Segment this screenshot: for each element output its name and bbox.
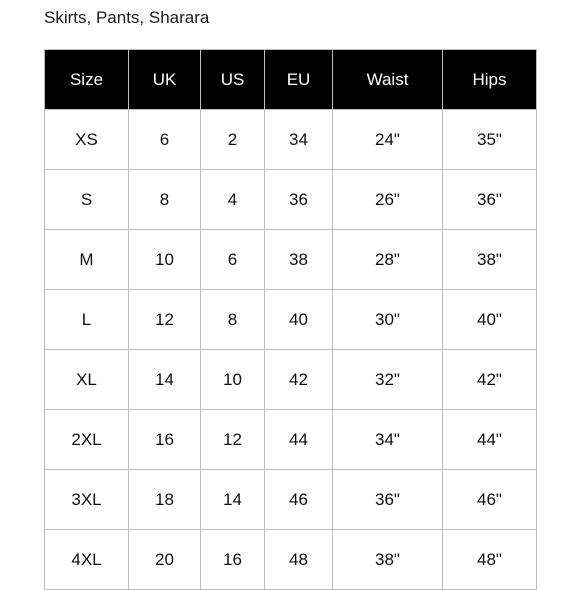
cell-waist: 34" bbox=[333, 410, 443, 470]
cell-waist: 26" bbox=[333, 170, 443, 230]
cell-size: XS bbox=[45, 110, 129, 170]
cell-us: 2 bbox=[201, 110, 265, 170]
cell-eu: 48 bbox=[265, 530, 333, 590]
header-size: Size bbox=[45, 50, 129, 110]
header-us: US bbox=[201, 50, 265, 110]
cell-hips: 46" bbox=[443, 470, 537, 530]
cell-hips: 35" bbox=[443, 110, 537, 170]
cell-size: S bbox=[45, 170, 129, 230]
cell-size: 4XL bbox=[45, 530, 129, 590]
cell-size: M bbox=[45, 230, 129, 290]
cell-uk: 8 bbox=[129, 170, 201, 230]
table-row bbox=[45, 410, 537, 470]
cell-waist: 24" bbox=[333, 110, 443, 170]
cell-waist: 28" bbox=[333, 230, 443, 290]
table-row bbox=[45, 350, 537, 410]
cell-size: 3XL bbox=[45, 470, 129, 530]
cell-eu: 42 bbox=[265, 350, 333, 410]
cell-hips: 40" bbox=[443, 290, 537, 350]
table-row bbox=[45, 170, 537, 230]
header-hips: Hips bbox=[443, 50, 537, 110]
cell-us: 10 bbox=[201, 350, 265, 410]
cell-eu: 44 bbox=[265, 410, 333, 470]
cell-uk: 18 bbox=[129, 470, 201, 530]
cell-eu: 36 bbox=[265, 170, 333, 230]
cell-us: 6 bbox=[201, 230, 265, 290]
cell-uk: 16 bbox=[129, 410, 201, 470]
header-waist: Waist bbox=[333, 50, 443, 110]
cell-hips: 36" bbox=[443, 170, 537, 230]
cell-uk: 14 bbox=[129, 350, 201, 410]
cell-hips: 42" bbox=[443, 350, 537, 410]
table-row bbox=[45, 110, 537, 170]
header-uk: UK bbox=[129, 50, 201, 110]
table-row bbox=[45, 530, 537, 590]
page-title: Skirts, Pants, Sharara bbox=[44, 8, 210, 27]
cell-waist: 30" bbox=[333, 290, 443, 350]
table-row bbox=[45, 230, 537, 290]
table-row bbox=[45, 290, 537, 350]
cell-hips: 48" bbox=[443, 530, 537, 590]
cell-uk: 12 bbox=[129, 290, 201, 350]
cell-waist: 32" bbox=[333, 350, 443, 410]
cell-us: 12 bbox=[201, 410, 265, 470]
cell-us: 16 bbox=[201, 530, 265, 590]
cell-us: 8 bbox=[201, 290, 265, 350]
cell-uk: 10 bbox=[129, 230, 201, 290]
cell-size: L bbox=[45, 290, 129, 350]
cell-eu: 46 bbox=[265, 470, 333, 530]
cell-hips: 44" bbox=[443, 410, 537, 470]
table-header-row bbox=[45, 50, 537, 110]
header-eu: EU bbox=[265, 50, 333, 110]
cell-waist: 38" bbox=[333, 530, 443, 590]
size-chart-table bbox=[44, 49, 537, 590]
cell-size: 2XL bbox=[45, 410, 129, 470]
cell-uk: 6 bbox=[129, 110, 201, 170]
cell-eu: 38 bbox=[265, 230, 333, 290]
cell-hips: 38" bbox=[443, 230, 537, 290]
cell-waist: 36" bbox=[333, 470, 443, 530]
cell-size: XL bbox=[45, 350, 129, 410]
cell-uk: 20 bbox=[129, 530, 201, 590]
table-row bbox=[45, 470, 537, 530]
cell-us: 14 bbox=[201, 470, 265, 530]
cell-eu: 40 bbox=[265, 290, 333, 350]
cell-eu: 34 bbox=[265, 110, 333, 170]
cell-us: 4 bbox=[201, 170, 265, 230]
